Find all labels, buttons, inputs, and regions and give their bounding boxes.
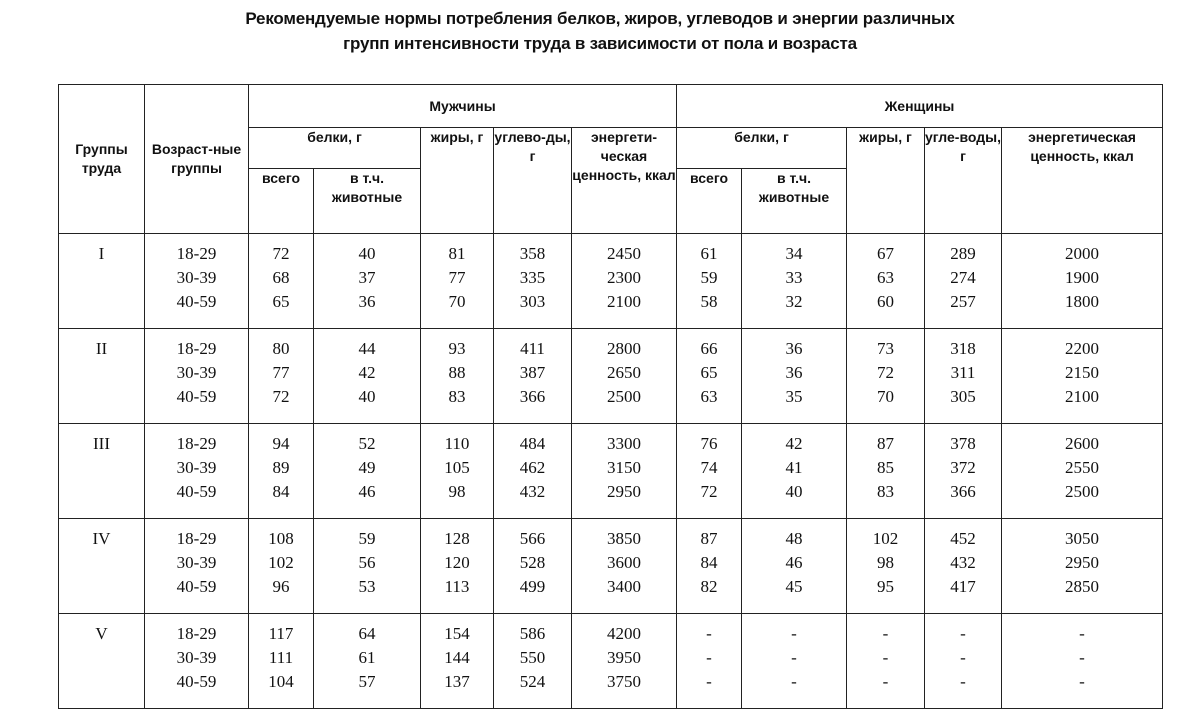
table-row (59, 614, 1163, 709)
cell-value: 80 (272, 339, 290, 358)
cell-value: 117 (268, 624, 294, 643)
header-men-protein-animal: в т.ч. животные (314, 169, 421, 234)
cell-value: 63 (700, 387, 718, 406)
cell-value: 76 (700, 434, 718, 453)
cell-value: 144 (444, 648, 470, 667)
cell-value: 1900 (1065, 268, 1100, 287)
cell-value: 2650 (607, 363, 641, 382)
cell-value: - (706, 624, 712, 643)
cell-value: 2550 (1065, 458, 1100, 477)
men-fats-cell (421, 614, 494, 709)
cell-value: 35 (785, 387, 803, 406)
cell-value: 1800 (1065, 292, 1100, 311)
cell-value: - (960, 648, 966, 667)
cell-value: 64 (358, 624, 376, 643)
header-men-protein: белки, г (249, 128, 421, 169)
women-fats-cell (847, 519, 925, 614)
cell-value: 44 (358, 339, 376, 358)
cell-value: 18-29 (176, 624, 217, 643)
cell-value: 372 (950, 458, 976, 477)
nutrition-norms-table (58, 84, 1163, 709)
women-protein-total-cell (677, 234, 742, 329)
cell-value: 52 (358, 434, 376, 453)
cell-value: 303 (519, 292, 546, 311)
cell-value: 18-29 (176, 339, 217, 358)
cell-value: 36 (785, 363, 803, 382)
men-energy-cell (572, 234, 677, 329)
men-energy-cell (572, 329, 677, 424)
men-carbs-cell (494, 614, 572, 709)
cell-value: 30-39 (176, 553, 217, 572)
cell-value: 3400 (607, 577, 641, 596)
cell-value: 84 (272, 482, 290, 501)
header-row-1 (59, 85, 1163, 128)
cell-value: 40 (358, 244, 376, 263)
cell-value: 81 (448, 244, 466, 263)
women-energy-cell (1002, 519, 1163, 614)
cell-value: - (960, 672, 966, 691)
women-fats-cell (847, 329, 925, 424)
women-carbs-cell (925, 519, 1002, 614)
cell-value: 102 (872, 529, 899, 548)
cell-value: 40-59 (176, 577, 217, 596)
cell-value: 40-59 (176, 482, 217, 501)
cell-value: 18-29 (176, 434, 217, 453)
cell-value: - (1079, 648, 1085, 667)
cell-value: 83 (448, 387, 466, 406)
men-energy-cell (572, 519, 677, 614)
cell-value: 105 (444, 458, 470, 477)
cell-value: 59 (358, 529, 376, 548)
cell-value: 120 (444, 553, 470, 572)
title-line-2: групп интенсивности труда в зависимости от пола и возраста (343, 34, 857, 53)
cell-value: 432 (950, 553, 976, 572)
header-men-protein-total: всего (249, 169, 314, 234)
table-row (59, 424, 1163, 519)
cell-value: 40-59 (176, 292, 217, 311)
cell-value: - (791, 648, 797, 667)
women-protein-total-cell (677, 519, 742, 614)
men-protein-animal-cell (314, 519, 421, 614)
cell-value: 30-39 (176, 648, 217, 667)
header-women: Женщины (677, 85, 1163, 128)
men-protein-total-cell (249, 614, 314, 709)
cell-value: 45 (785, 577, 803, 596)
men-energy-cell (572, 614, 677, 709)
header-women-protein-animal: в т.ч. животные (742, 169, 847, 234)
cell-value: - (960, 624, 966, 643)
cell-value: 77 (272, 363, 290, 382)
cell-value: - (882, 648, 889, 667)
group-name-cell: III (59, 424, 145, 519)
cell-value: 108 (268, 529, 294, 548)
cell-value: 46 (785, 553, 803, 572)
header-age: Возраст-ные группы (145, 85, 249, 234)
men-carbs-cell (494, 519, 572, 614)
cell-value: - (1079, 624, 1085, 643)
women-fats-cell (847, 424, 925, 519)
cell-value: 46 (358, 482, 376, 501)
cell-value: 2850 (1065, 577, 1100, 596)
cell-value: 452 (950, 529, 976, 548)
cell-value: 59 (700, 268, 718, 287)
cell-value: 88 (448, 363, 466, 382)
women-protein-animal-cell (742, 424, 847, 519)
cell-value: - (882, 672, 889, 691)
cell-value: 2450 (607, 244, 641, 263)
cell-value: 411 (520, 339, 545, 358)
cell-value: 65 (272, 292, 290, 311)
title-line-1: Рекомендуемые нормы потребления белков, жиров, углеводов и энергии различных (245, 9, 955, 28)
cell-value: 40-59 (176, 387, 217, 406)
women-carbs-cell (925, 329, 1002, 424)
cell-value: 30-39 (176, 268, 217, 287)
cell-value: 63 (877, 268, 894, 287)
cell-value: 3050 (1065, 529, 1100, 548)
cell-value: 2000 (1065, 244, 1100, 263)
cell-value: 30-39 (176, 363, 217, 382)
cell-value: 378 (950, 434, 976, 453)
cell-value: 3600 (607, 553, 641, 572)
cell-value: 318 (950, 339, 976, 358)
cell-value: 462 (519, 458, 546, 477)
cell-value: 257 (950, 292, 976, 311)
cell-value: 96 (272, 577, 290, 596)
cell-value: 417 (950, 577, 976, 596)
men-protein-animal-cell (314, 614, 421, 709)
cell-value: 89 (272, 458, 290, 477)
cell-value: - (791, 624, 797, 643)
cell-value: 128 (444, 529, 470, 548)
cell-value: 56 (358, 553, 376, 572)
cell-value: 33 (785, 268, 803, 287)
cell-value: 3300 (607, 434, 641, 453)
women-energy-cell (1002, 234, 1163, 329)
cell-value: 77 (448, 268, 466, 287)
cell-value: 110 (444, 434, 470, 453)
cell-value: 36 (358, 292, 376, 311)
cell-value: 2950 (1065, 553, 1100, 572)
cell-value: 387 (519, 363, 546, 382)
cell-value: 61 (700, 244, 718, 263)
cell-value: 87 (700, 529, 718, 548)
cell-value: 40-59 (176, 672, 217, 691)
cell-value: 2600 (1065, 434, 1100, 453)
cell-value: 30-39 (176, 458, 217, 477)
cell-value: 18-29 (176, 529, 217, 548)
cell-value: 72 (272, 387, 290, 406)
men-fats-cell (421, 234, 494, 329)
women-energy-cell (1002, 329, 1163, 424)
group-name-cell: V (59, 614, 145, 709)
cell-value: 102 (268, 553, 294, 572)
women-carbs-cell (925, 234, 1002, 329)
cell-value: 274 (950, 268, 976, 287)
age-cell (145, 424, 249, 519)
men-fats-cell (421, 519, 494, 614)
header-women-energy: энергетическая ценность, ккал (1002, 128, 1163, 234)
cell-value: 3850 (607, 529, 641, 548)
cell-value: 72 (272, 244, 290, 263)
cell-value: 40 (358, 387, 376, 406)
age-cell (145, 234, 249, 329)
cell-value: 2800 (607, 339, 641, 358)
women-protein-total-cell (677, 329, 742, 424)
cell-value: 84 (700, 553, 718, 572)
age-cell (145, 614, 249, 709)
men-protein-total-cell (249, 519, 314, 614)
cell-value: 87 (877, 434, 894, 453)
men-fats-cell (421, 329, 494, 424)
cell-value: 82 (700, 577, 718, 596)
cell-value: 524 (519, 672, 546, 691)
group-name-cell: IV (59, 519, 145, 614)
header-men-carbs: углево-ды, г (494, 128, 572, 234)
cell-value: 2100 (607, 292, 641, 311)
cell-value: 70 (448, 292, 466, 311)
cell-value: 67 (877, 244, 894, 263)
cell-value: 499 (519, 577, 546, 596)
women-carbs-cell (925, 614, 1002, 709)
women-protein-animal-cell (742, 234, 847, 329)
cell-value: 98 (448, 482, 466, 501)
group-name-cell: II (59, 329, 145, 424)
cell-value: 95 (877, 577, 894, 596)
women-protein-animal-cell (742, 614, 847, 709)
men-protein-total-cell (249, 234, 314, 329)
cell-value: 2200 (1065, 339, 1100, 358)
cell-value: 68 (272, 268, 290, 287)
cell-value: 36 (785, 339, 803, 358)
cell-value: 94 (272, 434, 290, 453)
cell-value: 366 (950, 482, 976, 501)
men-carbs-cell (494, 329, 572, 424)
cell-value: 2100 (1065, 387, 1100, 406)
cell-value: 366 (519, 387, 546, 406)
cell-value: 41 (785, 458, 803, 477)
cell-value: 3750 (607, 672, 641, 691)
cell-value: 528 (519, 553, 546, 572)
cell-value: 40 (785, 482, 803, 501)
cell-value: 61 (358, 648, 376, 667)
cell-value: - (1079, 672, 1085, 691)
men-energy-cell (572, 424, 677, 519)
header-women-fats: жиры, г (847, 128, 925, 234)
cell-value: 2300 (607, 268, 641, 287)
header-group: Группы труда (59, 85, 145, 234)
men-protein-total-cell (249, 424, 314, 519)
cell-value: 2500 (1065, 482, 1100, 501)
men-carbs-cell (494, 234, 572, 329)
cell-value: 42 (785, 434, 803, 453)
cell-value: 2950 (607, 482, 641, 501)
header-men: Мужчины (249, 85, 677, 128)
cell-value: 66 (700, 339, 718, 358)
page-title (0, 6, 1200, 56)
cell-value: - (882, 624, 889, 643)
age-cell (145, 519, 249, 614)
cell-value: 3150 (607, 458, 641, 477)
cell-value: 289 (950, 244, 976, 263)
cell-value: 586 (519, 624, 546, 643)
cell-value: - (706, 672, 712, 691)
table-body (59, 234, 1163, 709)
cell-value: 93 (448, 339, 466, 358)
cell-value: 65 (700, 363, 718, 382)
cell-value: 85 (877, 458, 894, 477)
cell-value: 60 (877, 292, 894, 311)
cell-value: 484 (519, 434, 546, 453)
cell-value: 432 (519, 482, 546, 501)
women-fats-cell (847, 234, 925, 329)
group-name-cell: I (59, 234, 145, 329)
cell-value: 305 (950, 387, 976, 406)
cell-value: 2150 (1065, 363, 1100, 382)
cell-value: 98 (877, 553, 894, 572)
cell-value: 566 (519, 529, 546, 548)
header-women-carbs: угле-воды, г (925, 128, 1002, 234)
cell-value: 74 (700, 458, 718, 477)
age-cell (145, 329, 249, 424)
table-row (59, 234, 1163, 329)
cell-value: 48 (785, 529, 803, 548)
men-protein-animal-cell (314, 329, 421, 424)
header-men-fats: жиры, г (421, 128, 494, 234)
women-protein-animal-cell (742, 519, 847, 614)
header-women-protein: белки, г (677, 128, 847, 169)
women-protein-total-cell (677, 614, 742, 709)
header-men-energy: энергети-ческая ценность, ккал (572, 128, 677, 234)
cell-value: 42 (358, 363, 376, 382)
women-protein-total-cell (677, 424, 742, 519)
women-protein-animal-cell (742, 329, 847, 424)
cell-value: 4200 (607, 624, 641, 643)
cell-value: 34 (785, 244, 803, 263)
men-protein-animal-cell (314, 424, 421, 519)
cell-value: 113 (444, 577, 470, 596)
women-carbs-cell (925, 424, 1002, 519)
women-energy-cell (1002, 614, 1163, 709)
cell-value: 154 (444, 624, 470, 643)
cell-value: 49 (358, 458, 376, 477)
men-fats-cell (421, 424, 494, 519)
cell-value: 550 (519, 648, 546, 667)
cell-value: 70 (877, 387, 894, 406)
cell-value: 73 (877, 339, 894, 358)
header-women-protein-total: всего (677, 169, 742, 234)
cell-value: 2500 (607, 387, 641, 406)
cell-value: 83 (877, 482, 894, 501)
women-fats-cell (847, 614, 925, 709)
table-row (59, 329, 1163, 424)
cell-value: 137 (444, 672, 470, 691)
men-protein-total-cell (249, 329, 314, 424)
cell-value: 72 (700, 482, 718, 501)
cell-value: 358 (519, 244, 546, 263)
cell-value: - (706, 648, 712, 667)
cell-value: 18-29 (176, 244, 217, 263)
cell-value: 53 (358, 577, 376, 596)
cell-value: 311 (950, 363, 976, 382)
cell-value: 72 (877, 363, 894, 382)
women-energy-cell (1002, 424, 1163, 519)
cell-value: 37 (358, 268, 376, 287)
cell-value: 111 (268, 648, 294, 667)
table-row (59, 519, 1163, 614)
men-carbs-cell (494, 424, 572, 519)
cell-value: 104 (268, 672, 294, 691)
cell-value: 3950 (607, 648, 641, 667)
cell-value: 57 (358, 672, 376, 691)
cell-value: 58 (700, 292, 718, 311)
men-protein-animal-cell (314, 234, 421, 329)
cell-value: 335 (519, 268, 546, 287)
cell-value: 32 (785, 292, 803, 311)
cell-value: - (791, 672, 797, 691)
